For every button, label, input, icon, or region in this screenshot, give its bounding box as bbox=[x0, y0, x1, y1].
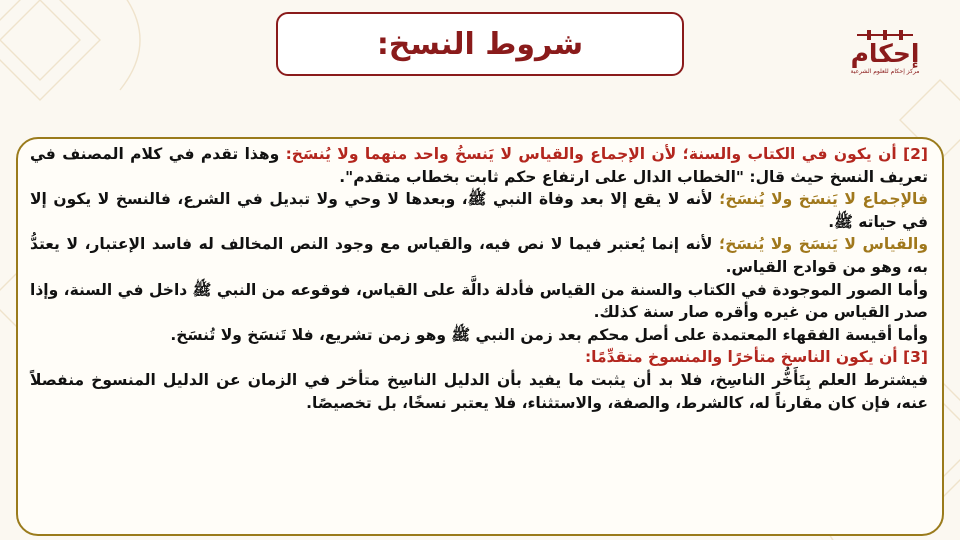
paragraph-body: لأنه إنما يُعتبر فيما لا نص فيه، والقياس مع وجود النص المخالف له فاسد الإعتبار، لا يعتدُّ به، وهو من قوادح القياس. bbox=[30, 235, 928, 276]
paragraph-ijma bbox=[30, 188, 928, 233]
paragraph-qiyas bbox=[30, 233, 928, 278]
paragraph-body: وأما الصور الموجودة في الكتاب والسنة من القياس فأدلة دالَّة على القياس، فوقوعه من النبي ﷺ داخل في السنة، وإذا صدر القياس من غيره وأقره صار سنة كذلك. bbox=[30, 280, 928, 322]
heading-condition-3: [3] أن يكون الناسخ متأخرًا والمنسوخ متقدِّمًا: bbox=[584, 348, 928, 367]
paragraph-body: لأنه لا يقع إلا بعد وفاة النبي ﷺ، وبعدها لا وحي ولا تبديل في الشرع، فالنسخ لا يكون إلا في حياته ﷺ. bbox=[30, 190, 928, 231]
paragraph-fuqaha bbox=[30, 324, 928, 347]
heading-ijma: فالإجماع لا يَنسَخ ولا يُنسَخ؛ bbox=[719, 190, 928, 209]
logo bbox=[852, 30, 918, 92]
logo-subtitle: مركز إحكام للعلوم الشرعية bbox=[850, 68, 920, 75]
paragraph-condition-2 bbox=[30, 143, 928, 188]
paragraph-body: فيشترط العلم بِتَأَخُّر الناسِخ، فلا بد أن يثبت ما يفيد بأن الدليل الناسِخ متأخر في الزمان عن الدليل المنسوخ منفصلاً عنه، فإن كان مقارناً له، كالشرط، والصفة، والاستثناء، فلا يعتبر نسخًا، بل تخصيصًا. bbox=[30, 370, 928, 412]
page-title: شروط النسخ: bbox=[376, 26, 584, 62]
title-box bbox=[276, 12, 684, 76]
paragraph-qiyas-forms bbox=[30, 279, 928, 324]
paragraph-body: وهذا تقدم في كلام المصنف في تعريف النسخ حيث قال: "الخطاب الدال على ارتفاع حكم ثابت بخطاب متقدم". bbox=[30, 145, 928, 186]
paragraph-condition-3 bbox=[30, 346, 928, 369]
paragraph-body: وأما أقيسة الفقهاء المعتمدة على أصل محكم بعد زمن النبي ﷺ وهو زمن تشريع، فلا تَنسَخ ولا تُنسَخ. bbox=[170, 325, 928, 344]
paragraph-condition-3-body bbox=[30, 369, 928, 414]
heading-qiyas: والقياس لا يَنسَخ ولا يُنسَخ؛ bbox=[719, 235, 928, 254]
logo-name: إحكام bbox=[850, 39, 920, 68]
heading-condition-2: [2] أن يكون في الكتاب والسنة؛ لأن الإجماع والقياس لا يَنسخُ واحد منهما ولا يُنسَخ: bbox=[285, 145, 928, 163]
content-text bbox=[30, 143, 928, 414]
